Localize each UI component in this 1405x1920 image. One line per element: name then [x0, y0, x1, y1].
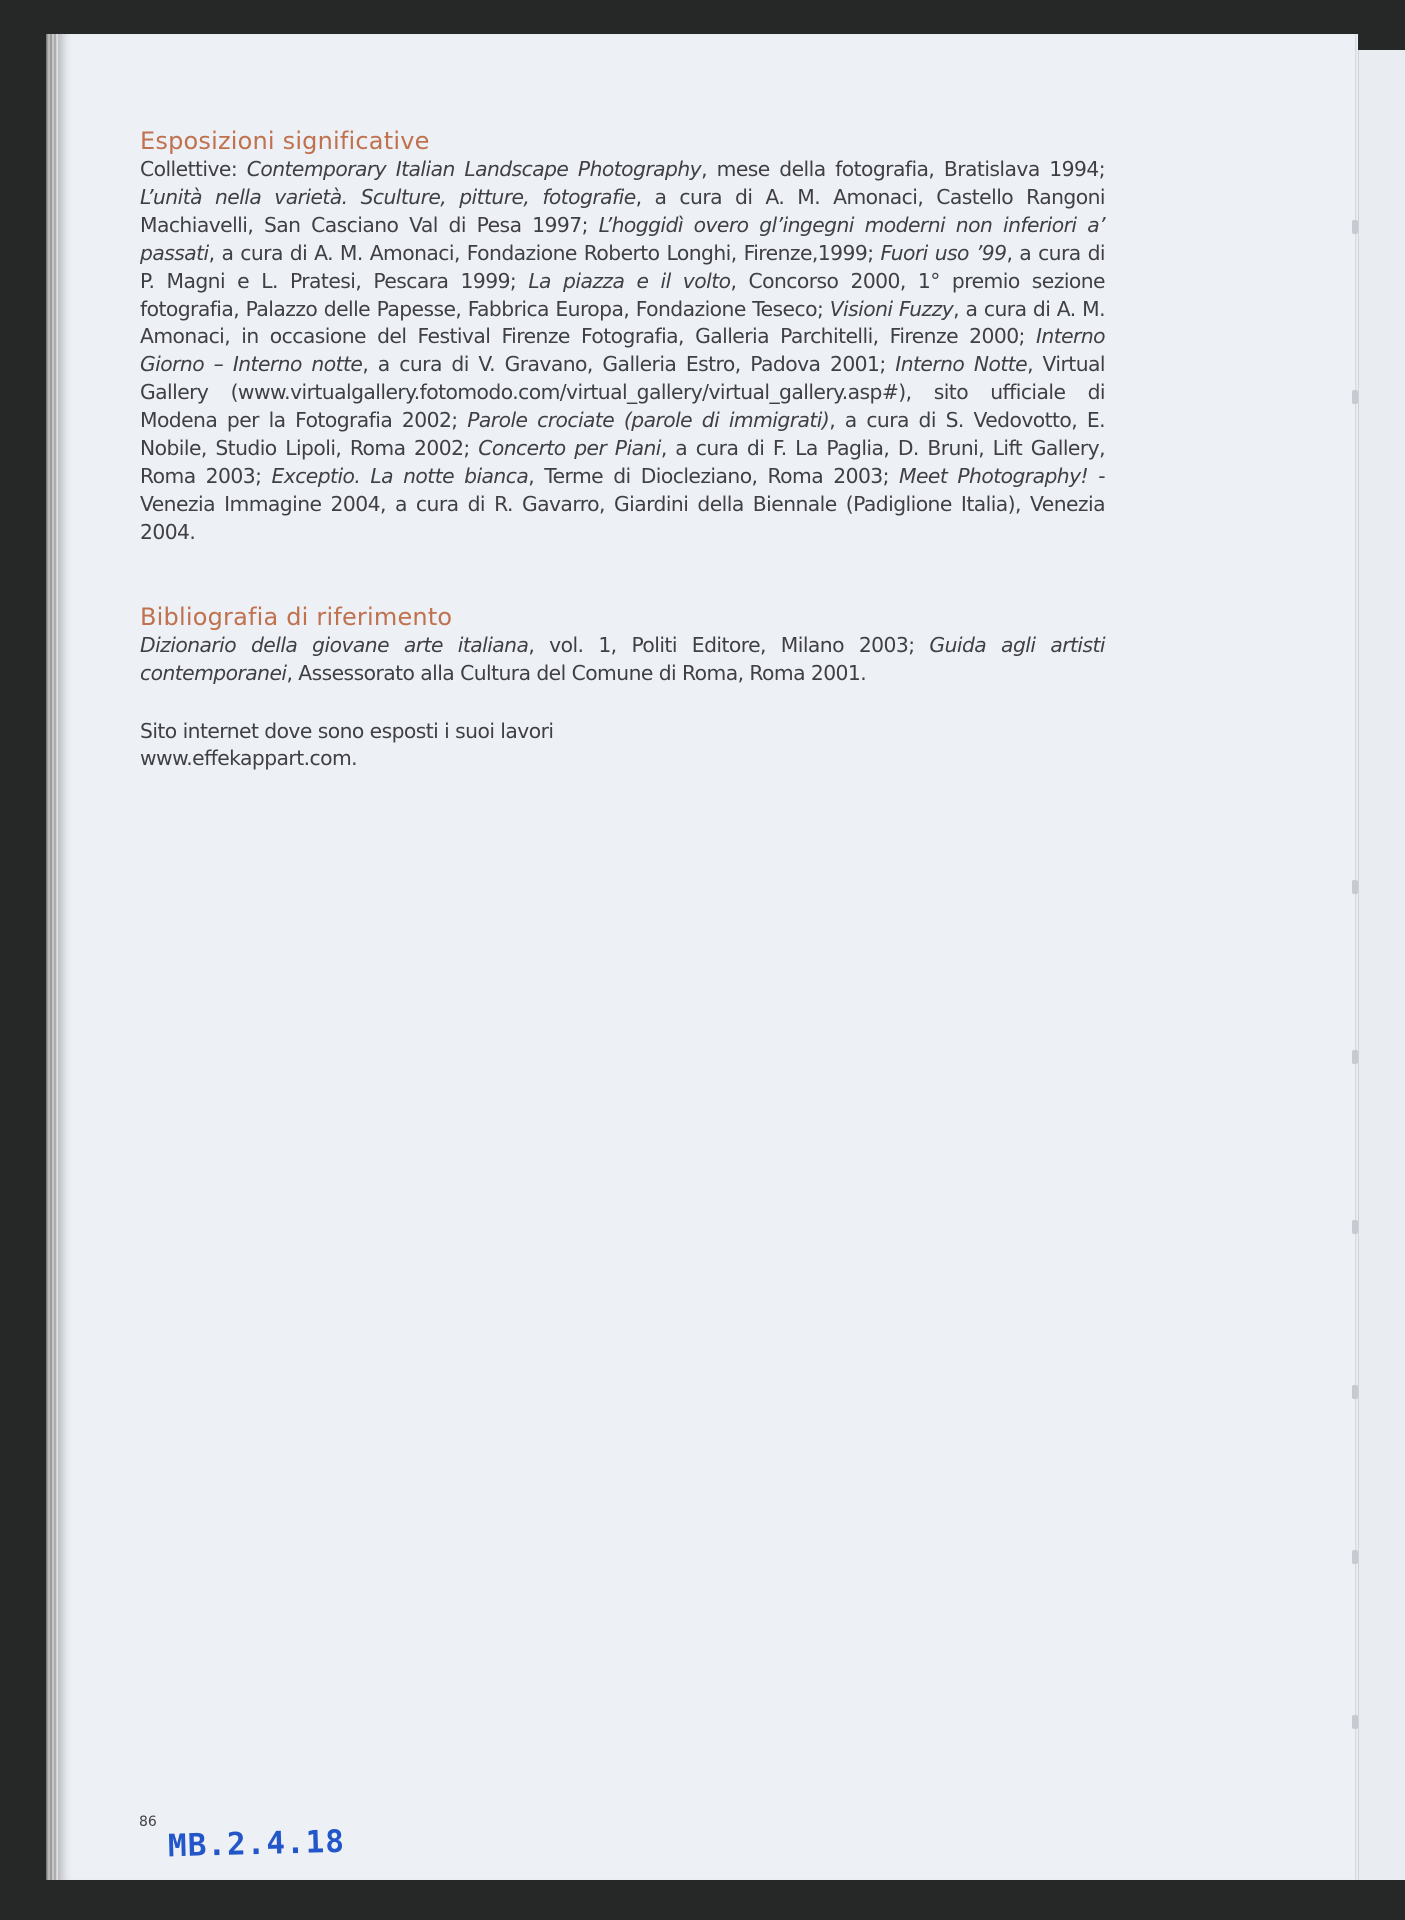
italic-title: L’unità nella varietà. Sculture, pitture, fotografie [140, 184, 636, 209]
text-run: , Virtual Gallery (www.virtualgallery.fotomodo.com/virtual_gallery/virtual_gallery.asp#), sito ufficiale di Modena per la Fotografia 2002; [140, 352, 1105, 433]
text-run: , a cura di P. Magni e L. Pratesi, Pescara 1999; [140, 240, 1106, 293]
binding-mark [1352, 1385, 1358, 1399]
page-content [140, 126, 1105, 773]
facing-page-edge [1358, 50, 1405, 1880]
exhibitions-heading: Esposizioni significative [140, 127, 430, 155]
italic-title: Meet Photography! [899, 463, 1089, 488]
website-label: Sito internet dove sono esposti i suoi lavori [140, 718, 554, 743]
italic-title: Interno Giorno – Interno notte [140, 324, 1105, 377]
binding-gutter [1355, 34, 1358, 1880]
binding-mark [1352, 390, 1358, 404]
text-run: , a cura di A. M. Amonaci, Fondazione Roberto Longhi, Firenze,1999; [208, 240, 881, 265]
text-run: , a cura di A. M. Amonaci, in occasione del Festival Firenze Fotografia, Galleria Parchitelli, Firenze 2000; [140, 296, 1105, 349]
text-run: , a cura di F. La Paglia, D. Bruni, Lift Gallery, Roma 2003; [140, 436, 1105, 488]
text-run: Collettive: [140, 157, 247, 181]
text-run: , Assessorato alla Cultura del Comune di Roma, Roma 2001. [286, 660, 867, 685]
italic-title: Visioni Fuzzy [829, 296, 954, 321]
italic-title: La piazza e il volto [528, 268, 731, 293]
text-run: , a cura di S. Vedovotto, E. Nobile, Studio Lipoli, Roma 2002; [140, 408, 1105, 461]
italic-title: Dizionario della giovane arte italiana [140, 632, 529, 657]
handwritten-note: MB.2.4.18 [167, 1823, 346, 1865]
text-run: , Terme di Diocleziano, Roma 2003; [528, 463, 900, 488]
exhibitions-text [140, 156, 1105, 547]
text-run: , Concorso 2000, 1° premio sezione fotografia, Palazzo delle Papesse, Fabbrica Europa, Fondazione Teseco; [140, 268, 1105, 321]
binding-mark [1352, 1715, 1358, 1729]
italic-title: Guida agli artisti contemporanei [140, 632, 1105, 685]
binding-mark [1352, 1050, 1358, 1064]
bibliography-heading: Bibliografia di riferimento [140, 602, 453, 631]
italic-title: Exceptio. La notte bianca [271, 463, 529, 488]
binding-mark [1352, 1550, 1358, 1564]
website-url: www.effekappart.com. [140, 746, 358, 771]
binding-mark [1352, 220, 1358, 234]
italic-title: Fuori uso ’99 [880, 240, 1007, 265]
text-run: , vol. 1, Politi Editore, Milano 2003; [528, 632, 930, 657]
text-run: , a cura di A. M. Amonaci, Castello Rangoni Machiavelli, San Casciano Val di Pesa 1997; [140, 184, 1105, 237]
text-run: , mese della fotografia, Bratislava 1994; [701, 157, 1105, 181]
italic-title: Contemporary Italian Landscape Photography [246, 157, 702, 181]
bibliography-text [140, 632, 1105, 688]
italic-title: Interno Notte [895, 352, 1028, 377]
binding-mark [1352, 1220, 1358, 1234]
binding-mark [1352, 880, 1358, 894]
italic-title: Concerto per Piani [478, 436, 661, 461]
italic-title: Parole crociate (parole di immigrati) [467, 408, 830, 433]
text-run: , a cura di V. Gravano, Galleria Estro, Padova 2001; [362, 352, 896, 377]
italic-title: L’hoggidì overo gl’ingegni moderni non inferiori a’ passati [140, 212, 1105, 265]
text-run: - Venezia Immagine 2004, a cura di R. Gavarro, Giardini della Biennale (Padiglione Italia), Venezia 2004. [140, 463, 1105, 544]
website-block [140, 718, 1105, 774]
page-number: 86 [139, 1814, 157, 1830]
